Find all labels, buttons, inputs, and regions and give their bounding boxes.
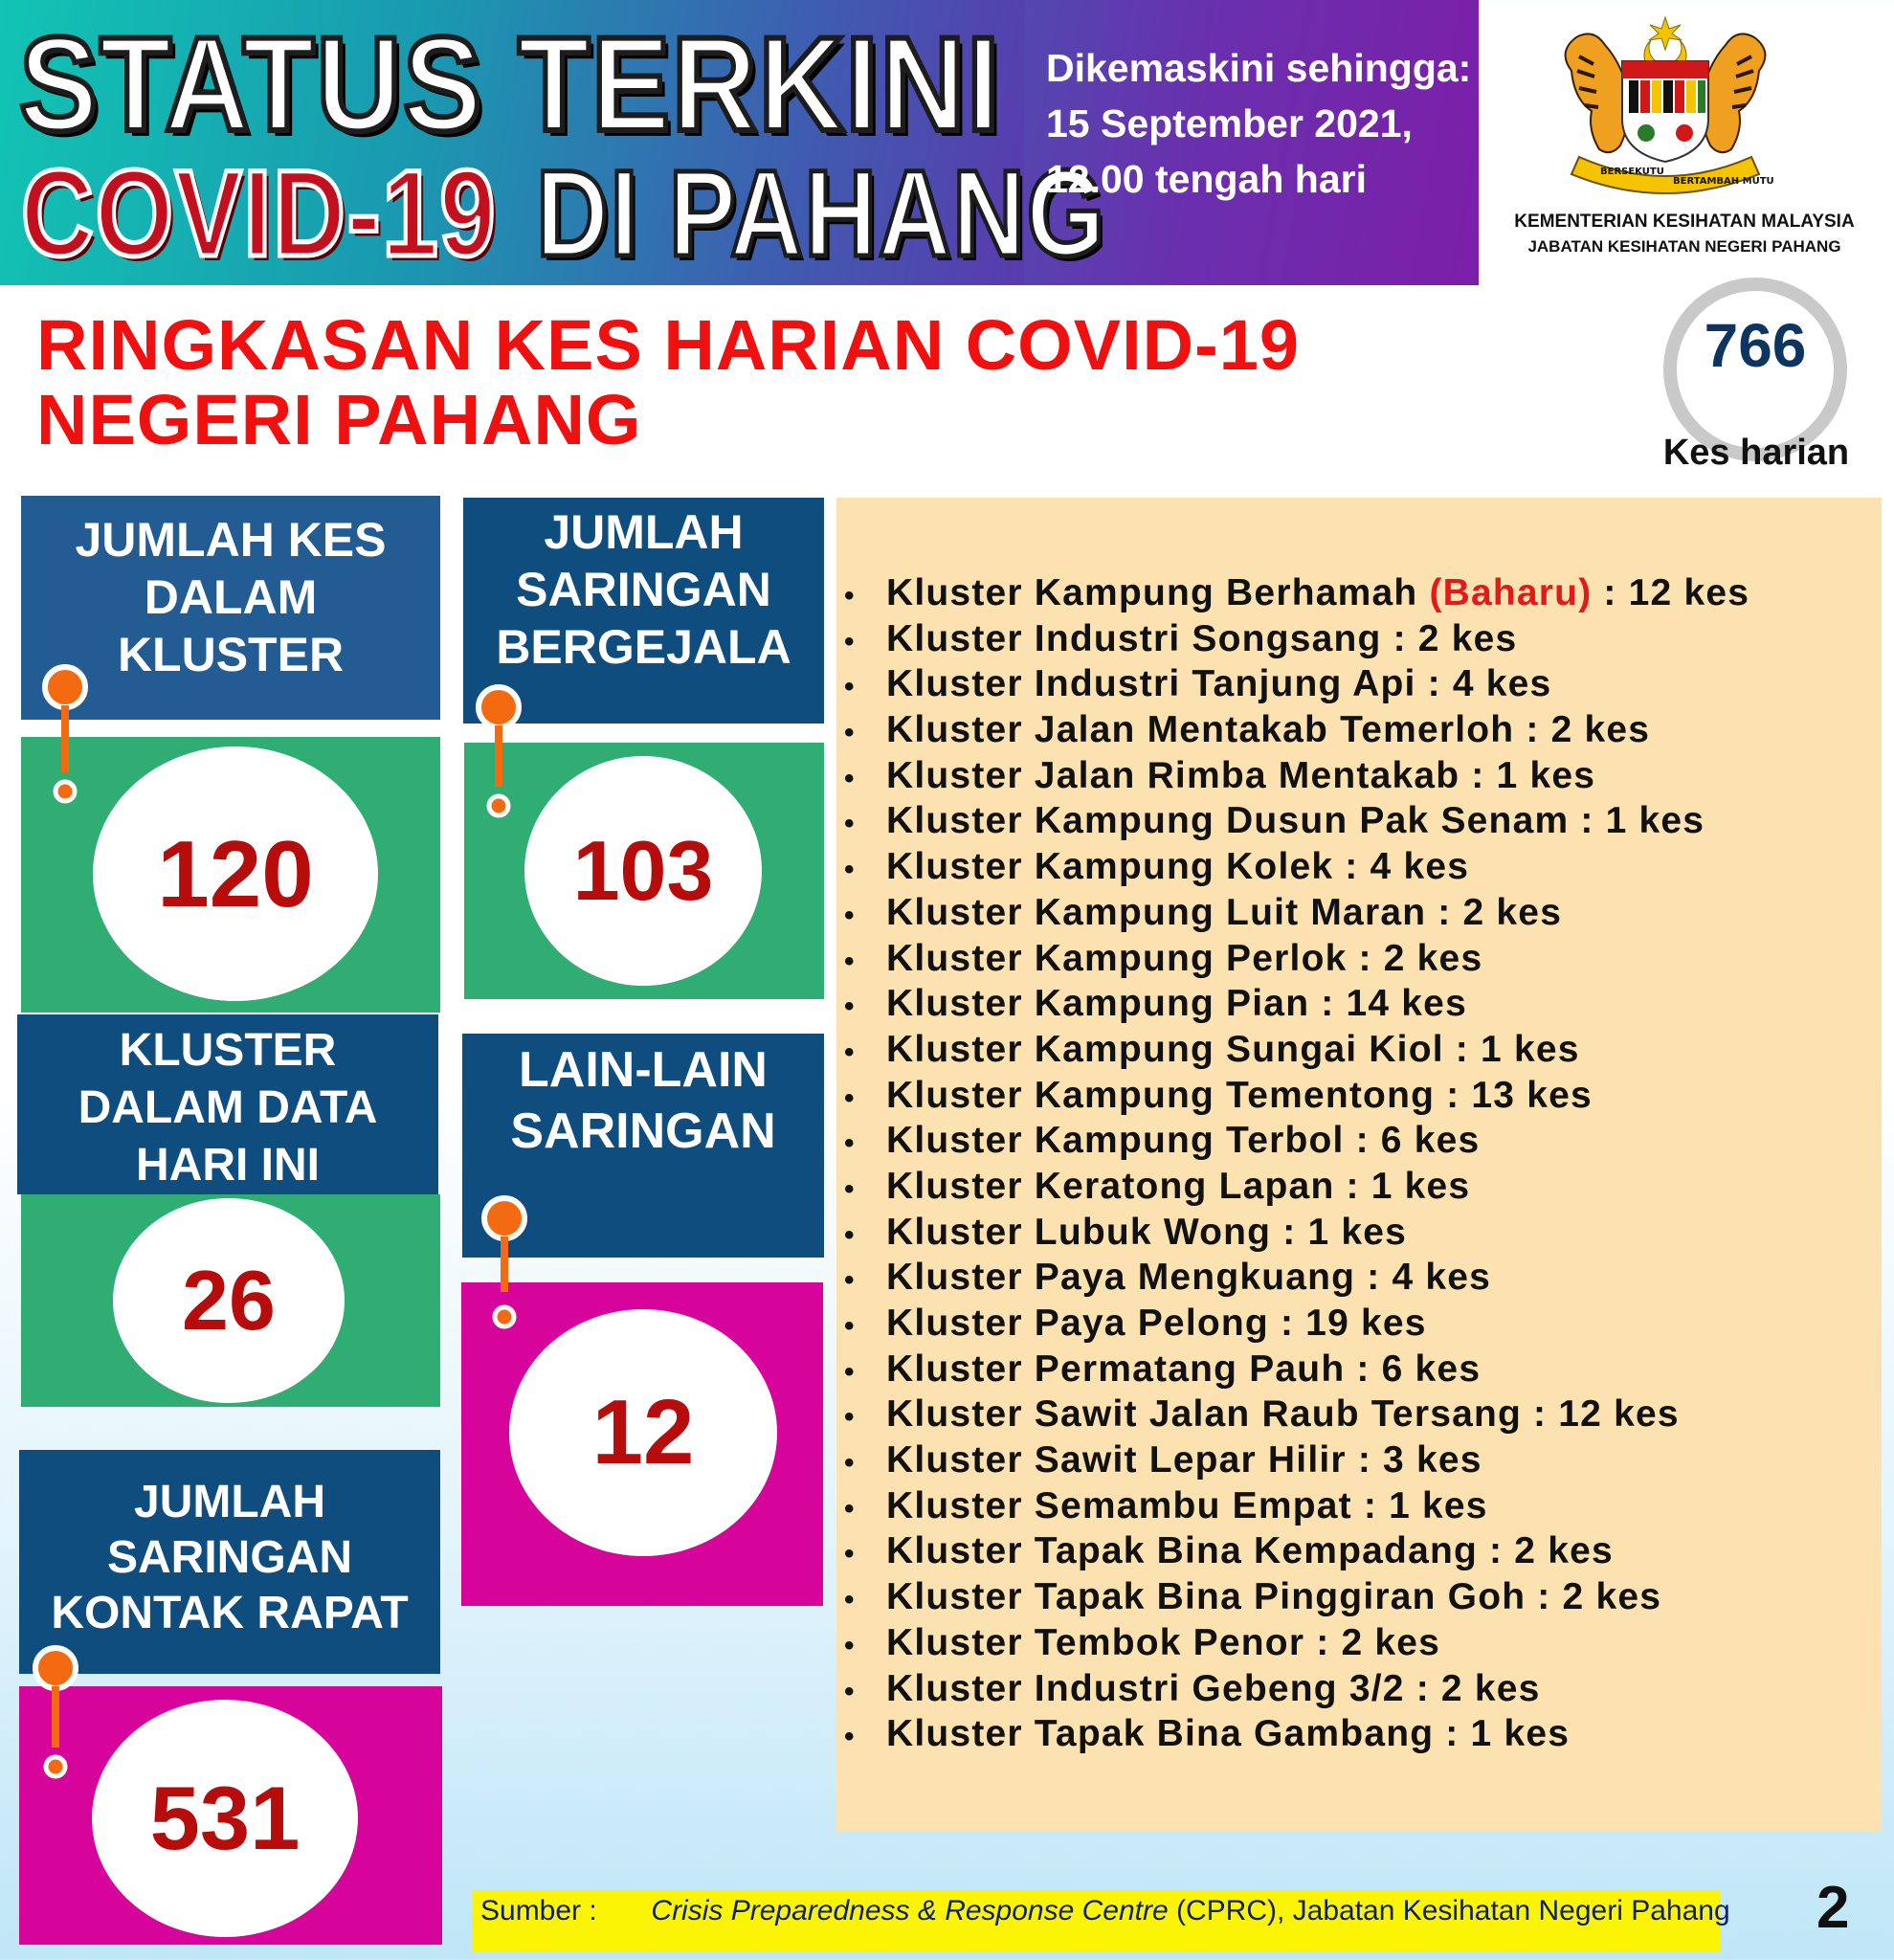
cluster-list-item: [844, 1301, 1749, 1347]
panel-clusters-today-value: 26: [113, 1198, 345, 1403]
cluster-list-item: [844, 661, 1749, 707]
cluster-list-item: [844, 753, 1749, 799]
panel-close-contact-label-1: JUMLAH: [134, 1477, 325, 1527]
panel-cluster-cases-label-2: DALAM: [144, 570, 318, 624]
bullet-icon: •: [844, 991, 856, 1023]
location-pin-icon: [475, 683, 523, 836]
title-di-pahang: DI PAHANG: [536, 145, 1106, 282]
panel-cluster-cases-label-3: KLUSTER: [117, 628, 345, 681]
cluster-list-item: [844, 1347, 1749, 1392]
bullet-icon: •: [844, 808, 856, 840]
update-label: Dikemaskini sehingga:: [1046, 46, 1472, 90]
bullet-icon: •: [844, 1447, 856, 1480]
cluster-text: Kluster Tapak Bina Pinggiran Goh : 2 kes: [886, 1576, 1662, 1618]
cluster-text: Kluster Kampung Terbol : 6 kes: [886, 1120, 1481, 1162]
cluster-text: Kluster Kampung Berhamah: [886, 572, 1430, 613]
bullet-icon: •: [844, 1584, 856, 1616]
panel-other-screening-label-1: LAIN-LAIN: [519, 1042, 768, 1098]
source-org-italic: Crisis Preparedness & Response Centre: [651, 1895, 1169, 1927]
panel-close-contact-label-2: SARINGAN: [106, 1532, 352, 1583]
cluster-list-item: [844, 1666, 1749, 1712]
cluster-list-item: [844, 1711, 1749, 1757]
bullet-icon: •: [844, 1172, 856, 1205]
panel-close-contact-label-3: KONTAK RAPAT: [51, 1588, 409, 1638]
cluster-text: Kluster Kampung Sungai Kiol : 1 kes: [886, 1028, 1580, 1070]
panel-clusters-today-label-3: HARI INI: [136, 1140, 320, 1191]
cluster-text: Kluster Paya Mengkuang : 4 kes: [886, 1257, 1492, 1299]
daily-cases-label: Kes harian: [1662, 433, 1850, 473]
cluster-list-item: [844, 1392, 1749, 1437]
cluster-text: Kluster Keratong Lapan : 1 kes: [886, 1165, 1471, 1207]
cluster-text: Kluster Kampung Tementong : 13 kes: [886, 1074, 1593, 1116]
bullet-icon: •: [844, 1401, 856, 1434]
bullet-icon: •: [844, 671, 856, 703]
cluster-text: Kluster Lubuk Wong : 1 kes: [886, 1211, 1408, 1253]
cluster-list-item: [844, 1574, 1749, 1620]
bullet-icon: •: [844, 1310, 856, 1342]
cluster-text: Kluster Tapak Bina Gambang : 1 kes: [886, 1713, 1571, 1755]
bullet-icon: •: [844, 854, 856, 886]
cluster-list-item: [844, 1164, 1749, 1210]
cluster-text: Kluster Tembok Penor : 2 kes: [886, 1621, 1441, 1663]
cluster-list-item: [844, 1528, 1749, 1574]
title-covid19: COVID-19: [21, 145, 498, 282]
ministry-name: KEMENTERIAN KESIHATAN MALAYSIA: [1514, 212, 1855, 232]
cluster-list-item: [844, 1437, 1749, 1483]
cluster-list-item: [844, 1118, 1749, 1164]
panel-other-screening-label-2: SARINGAN: [510, 1103, 776, 1159]
page-number: 2: [1816, 1875, 1850, 1941]
bullet-icon: •: [844, 1127, 856, 1160]
cluster-text: Kluster Tapak Bina Kempadang : 2 kes: [886, 1530, 1614, 1572]
cluster-text: Kluster Industri Songsang : 2 kes: [886, 617, 1518, 659]
cluster-text: Kluster Industri Gebeng 3/2 : 2 kes: [886, 1667, 1541, 1709]
cluster-list-item: [844, 890, 1749, 936]
cluster-list-item: [844, 936, 1749, 982]
cluster-list-item: [844, 798, 1749, 844]
cluster-count: : 12 kes: [1592, 572, 1750, 613]
bullet-icon: •: [844, 762, 856, 794]
cluster-text: Kluster Semambu Empat : 1 kes: [886, 1484, 1488, 1526]
cluster-list-item: [844, 570, 1749, 616]
panel-symptomatic-label-1: JUMLAH: [544, 505, 744, 559]
cluster-text: Kluster Kampung Dusun Pak Senam : 1 kes: [886, 800, 1705, 842]
summary-heading-line1: RINGKASAN KES HARIAN COVID-19: [36, 305, 1301, 385]
cluster-text: Kluster Kampung Perlok : 2 kes: [886, 937, 1483, 979]
source-text: [480, 1895, 1730, 1927]
cluster-text: Kluster Kampung Luit Maran : 2 kes: [886, 891, 1563, 933]
crest-motto-left: BERSEKUTU: [1600, 167, 1664, 177]
title-status-terkini: STATUS TERKINI: [19, 9, 1002, 159]
panel-other-screening-value: 12: [509, 1309, 777, 1556]
panel-close-contact-value: 531: [92, 1700, 358, 1937]
cluster-text: Kluster Industri Tanjung Api : 4 kes: [886, 663, 1552, 705]
bullet-icon: •: [844, 1629, 856, 1661]
bullet-icon: •: [844, 945, 856, 977]
crest-motto-right: BERTAMBAH MUTU: [1673, 176, 1774, 187]
malaysia-coat-of-arms-icon: [1550, 13, 1780, 195]
panel-symptomatic-value: 103: [524, 756, 762, 986]
cluster-list-item: [844, 1483, 1749, 1529]
panel-cluster-cases-value: 120: [93, 746, 378, 1001]
update-time: 12.00 tengah hari: [1046, 157, 1367, 201]
bullet-icon: •: [844, 899, 856, 931]
bullet-icon: •: [844, 1721, 856, 1753]
cluster-text: Kluster Sawit Jalan Raub Tersang : 12 kes: [886, 1393, 1680, 1436]
bullet-icon: •: [844, 1218, 856, 1251]
source-label: Sumber :: [480, 1895, 597, 1927]
bullet-icon: •: [844, 1492, 856, 1525]
bullet-icon: •: [844, 1355, 856, 1388]
location-pin-icon: [41, 663, 89, 816]
cluster-list-item: [844, 1073, 1749, 1119]
cluster-text: Kluster Permatang Pauh : 6 kes: [886, 1348, 1482, 1390]
panel-clusters-today-header: [17, 1014, 438, 1194]
update-date: 15 September 2021,: [1046, 101, 1413, 145]
location-pin-icon: [32, 1644, 79, 1797]
department-name: JABATAN KESIHATAN NEGERI PAHANG: [1527, 237, 1841, 256]
cluster-text: Kluster Jalan Mentakab Temerloh : 2 kes: [886, 709, 1651, 751]
cluster-text: Kluster Paya Pelong : 19 kes: [886, 1303, 1427, 1344]
cluster-list-item: [844, 981, 1749, 1027]
bullet-icon: •: [844, 1264, 856, 1297]
panel-cluster-cases-label-1: JUMLAH KES: [75, 513, 387, 567]
bullet-icon: •: [844, 1675, 856, 1707]
panel-clusters-today-label-2: DALAM DATA: [78, 1082, 378, 1133]
cluster-list: [844, 570, 1749, 1757]
bullet-icon: •: [844, 1081, 856, 1114]
panel-close-contact-header: [19, 1450, 440, 1674]
panel-symptomatic-label-2: SARINGAN: [516, 563, 771, 616]
panel-clusters-today-label-1: KLUSTER: [119, 1025, 337, 1076]
bullet-icon: •: [844, 1538, 856, 1570]
cluster-list-item: [844, 707, 1749, 753]
bullet-icon: •: [844, 580, 856, 612]
cluster-list-item: [844, 616, 1749, 662]
bullet-icon: •: [844, 717, 856, 749]
cluster-text: Kluster Jalan Rimba Mentakab : 1 kes: [886, 754, 1596, 796]
cluster-list-item: [844, 1620, 1749, 1666]
source-org-rest: (CPRC), Jabatan Kesihatan Negeri Pahang: [1168, 1895, 1730, 1927]
bullet-icon: •: [844, 625, 856, 657]
cluster-text: Kluster Sawit Lepar Hilir : 3 kes: [886, 1439, 1482, 1481]
cluster-list-item: [844, 844, 1749, 890]
update-info: [1046, 40, 1471, 207]
cluster-list-item: [844, 1210, 1749, 1256]
location-pin-icon: [480, 1194, 528, 1348]
cluster-new-tag: (Baharu): [1429, 572, 1593, 613]
cluster-text: Kluster Kampung Pian : 14 kes: [886, 983, 1467, 1025]
cluster-list-item: [844, 1027, 1749, 1073]
panel-symptomatic-label-3: BERGEJALA: [496, 620, 791, 674]
daily-cases-value: 766: [1704, 311, 1807, 380]
summary-heading-line2: NEGERI PAHANG: [36, 380, 642, 459]
cluster-list-item: [844, 1255, 1749, 1301]
bullet-icon: •: [844, 1036, 856, 1068]
cluster-text: Kluster Kampung Kolek : 4 kes: [886, 846, 1470, 888]
